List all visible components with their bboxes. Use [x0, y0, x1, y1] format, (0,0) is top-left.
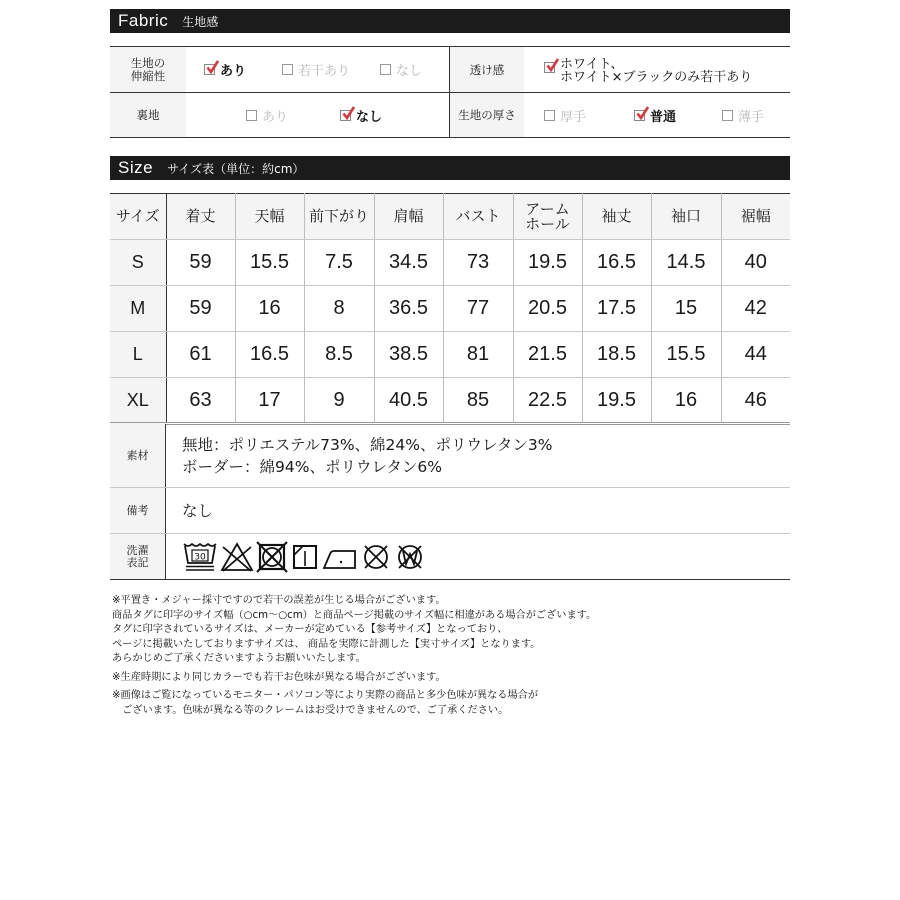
- remarks-label: 備考: [110, 488, 166, 533]
- sheerness-label: 透け感: [450, 47, 524, 92]
- size-title-jp: サイズ表（単位：約cm）: [167, 161, 305, 176]
- column-header-length: 着丈: [166, 194, 235, 240]
- remarks-value: なし: [182, 501, 214, 520]
- material-label: 素材: [110, 424, 166, 487]
- table-cell: 38.5: [374, 332, 443, 378]
- size-label: S: [110, 240, 166, 286]
- table-row: [110, 286, 790, 332]
- material-value: 無地：ポリエステル73%、綿24%、ポリウレタン3% ボーダー：綿94%、ポリウレタン6%: [182, 435, 553, 476]
- column-header-hem-width: 裾幅: [721, 194, 790, 240]
- table-cell: 15: [651, 286, 721, 332]
- table-cell: 36.5: [374, 286, 443, 332]
- size-title-en: Size: [118, 158, 154, 177]
- column-header-bust: バスト: [443, 194, 513, 240]
- checkbox-checked-icon: [204, 64, 215, 75]
- table-cell: 14.5: [651, 240, 721, 286]
- table-cell: 9: [304, 378, 374, 424]
- table-cell: 40: [721, 240, 790, 286]
- table-cell: 15.5: [235, 240, 304, 286]
- fabric-row-2: [110, 93, 790, 137]
- table-cell: 19.5: [513, 240, 582, 286]
- note-line: ページに掲載いたしておりますサイズは、 商品を実際に計測した【実寸サイズ】となります。: [112, 638, 541, 650]
- thickness-option-thick: 厚手: [544, 106, 586, 125]
- stretch-option-none: なし: [380, 60, 422, 79]
- note-line: ※画像はご覧になっているモニター・パソコン等により実際の商品と多少色味が異なる場合が: [112, 690, 539, 701]
- fabric-section-header: [110, 9, 790, 33]
- table-cell: 42: [721, 286, 790, 332]
- lining-option-yes: あり: [246, 106, 288, 125]
- no-dry-clean-icon: [360, 541, 392, 573]
- no-tumble-dry-icon: [256, 541, 288, 573]
- table-cell: 40.5: [374, 378, 443, 424]
- table-cell: 17.5: [582, 286, 651, 332]
- note-line: ございます。色味が異なる等のクレームはお受けできませんので、ご了承ください。: [112, 704, 509, 716]
- table-cell: 20.5: [513, 286, 582, 332]
- column-header-sleeve-length: 袖丈: [582, 194, 651, 240]
- column-header-neck-width: 天幅: [235, 194, 304, 240]
- checkbox-checked-icon: [634, 110, 645, 121]
- svg-text:30: 30: [194, 552, 206, 562]
- iron-low-icon: [322, 541, 358, 573]
- fabric-table: [110, 46, 790, 138]
- stretch-label: 生地の 伸縮性: [110, 47, 186, 92]
- drip-dry-shade-icon: [290, 541, 320, 573]
- material-row: [110, 424, 790, 488]
- stretch-option-yes: あり: [204, 60, 246, 79]
- thickness-options: [524, 93, 790, 137]
- wash-30-gentle-icon: [182, 541, 218, 573]
- table-cell: 63: [166, 378, 235, 424]
- table-cell: 8: [304, 286, 374, 332]
- fabric-title-jp: 生地感: [182, 14, 219, 29]
- column-header-shoulder: 肩幅: [374, 194, 443, 240]
- table-cell: 34.5: [374, 240, 443, 286]
- care-label: 洗濯 表記: [110, 534, 166, 579]
- table-cell: 18.5: [582, 332, 651, 378]
- checkbox-checked-icon: [544, 62, 555, 73]
- checkbox-empty-icon: [246, 110, 257, 121]
- remarks-row: [110, 488, 790, 534]
- table-cell: 8.5: [304, 332, 374, 378]
- size-label: M: [110, 286, 166, 332]
- lining-label: 裏地: [110, 93, 186, 137]
- size-table-header-row: [110, 194, 790, 240]
- table-cell: 59: [166, 286, 235, 332]
- table-cell: 19.5: [582, 378, 651, 424]
- table-cell: 85: [443, 378, 513, 424]
- checkbox-empty-icon: [380, 64, 391, 75]
- sheerness-option-white: ホワイト、 ホワイト×ブラックのみ若干あり: [544, 58, 752, 84]
- table-cell: 22.5: [513, 378, 582, 424]
- table-cell: 16: [235, 286, 304, 332]
- stretch-options: [186, 47, 450, 92]
- table-cell: 77: [443, 286, 513, 332]
- table-cell: 81: [443, 332, 513, 378]
- size-label: XL: [110, 378, 166, 424]
- lining-options: [186, 93, 450, 137]
- column-header-cuff: 袖口: [651, 194, 721, 240]
- table-cell: 16.5: [235, 332, 304, 378]
- note-line: タグに印字されているサイズは、メーカーが定めている【参考サイズ】となっており、: [112, 624, 508, 635]
- note-line: ※平置き・メジャー採寸ですので若干の誤差が生じる場合がございます。: [112, 595, 446, 606]
- table-row: [110, 378, 790, 424]
- table-row: [110, 240, 790, 286]
- table-cell: 59: [166, 240, 235, 286]
- checkbox-empty-icon: [722, 110, 733, 121]
- note-line: あらかじめご了承くださいますようお願いいたします。: [112, 653, 366, 664]
- fabric-row-1: [110, 47, 790, 93]
- no-bleach-icon: [220, 541, 254, 573]
- table-cell: 7.5: [304, 240, 374, 286]
- table-cell: 17: [235, 378, 304, 424]
- table-cell: 15.5: [651, 332, 721, 378]
- note-line: ※生産時期により同じカラーでも若干お色味が異なる場合がございます。: [112, 671, 446, 683]
- thickness-option-normal: 普通: [634, 106, 676, 125]
- table-cell: 44: [721, 332, 790, 378]
- no-wet-clean-icon: [394, 541, 426, 573]
- table-cell: 21.5: [513, 332, 582, 378]
- lining-option-none: なし: [340, 106, 382, 125]
- column-header-front-drop: 前下がり: [304, 194, 374, 240]
- fabric-title-en: Fabric: [118, 11, 169, 30]
- table-cell: 16.5: [582, 240, 651, 286]
- care-icons: [166, 534, 426, 579]
- column-header-size: サイズ: [110, 194, 166, 240]
- table-cell: 46: [721, 378, 790, 424]
- thickness-option-thin: 薄手: [722, 106, 764, 125]
- table-cell: 61: [166, 332, 235, 378]
- size-label: L: [110, 332, 166, 378]
- thickness-label: 生地の厚さ: [450, 93, 524, 137]
- care-row: [110, 534, 790, 579]
- checkbox-empty-icon: [282, 64, 293, 75]
- table-cell: 73: [443, 240, 513, 286]
- column-header-armhole: アーム ホール: [513, 194, 582, 240]
- note-line: 商品タグに印字のサイズ幅（○cm〜○cm）と商品ページ掲載のサイズ幅に相違がある場合がございます。: [112, 609, 597, 621]
- size-section-header: [110, 156, 790, 180]
- info-table: [110, 424, 790, 580]
- table-row: [110, 332, 790, 378]
- sheerness-options: [524, 47, 790, 92]
- size-table: [110, 193, 790, 425]
- notes: [112, 594, 596, 718]
- table-cell: 16: [651, 378, 721, 424]
- stretch-option-slight: 若干あり: [282, 60, 350, 79]
- checkbox-empty-icon: [544, 110, 555, 121]
- checkbox-checked-icon: [340, 110, 351, 121]
